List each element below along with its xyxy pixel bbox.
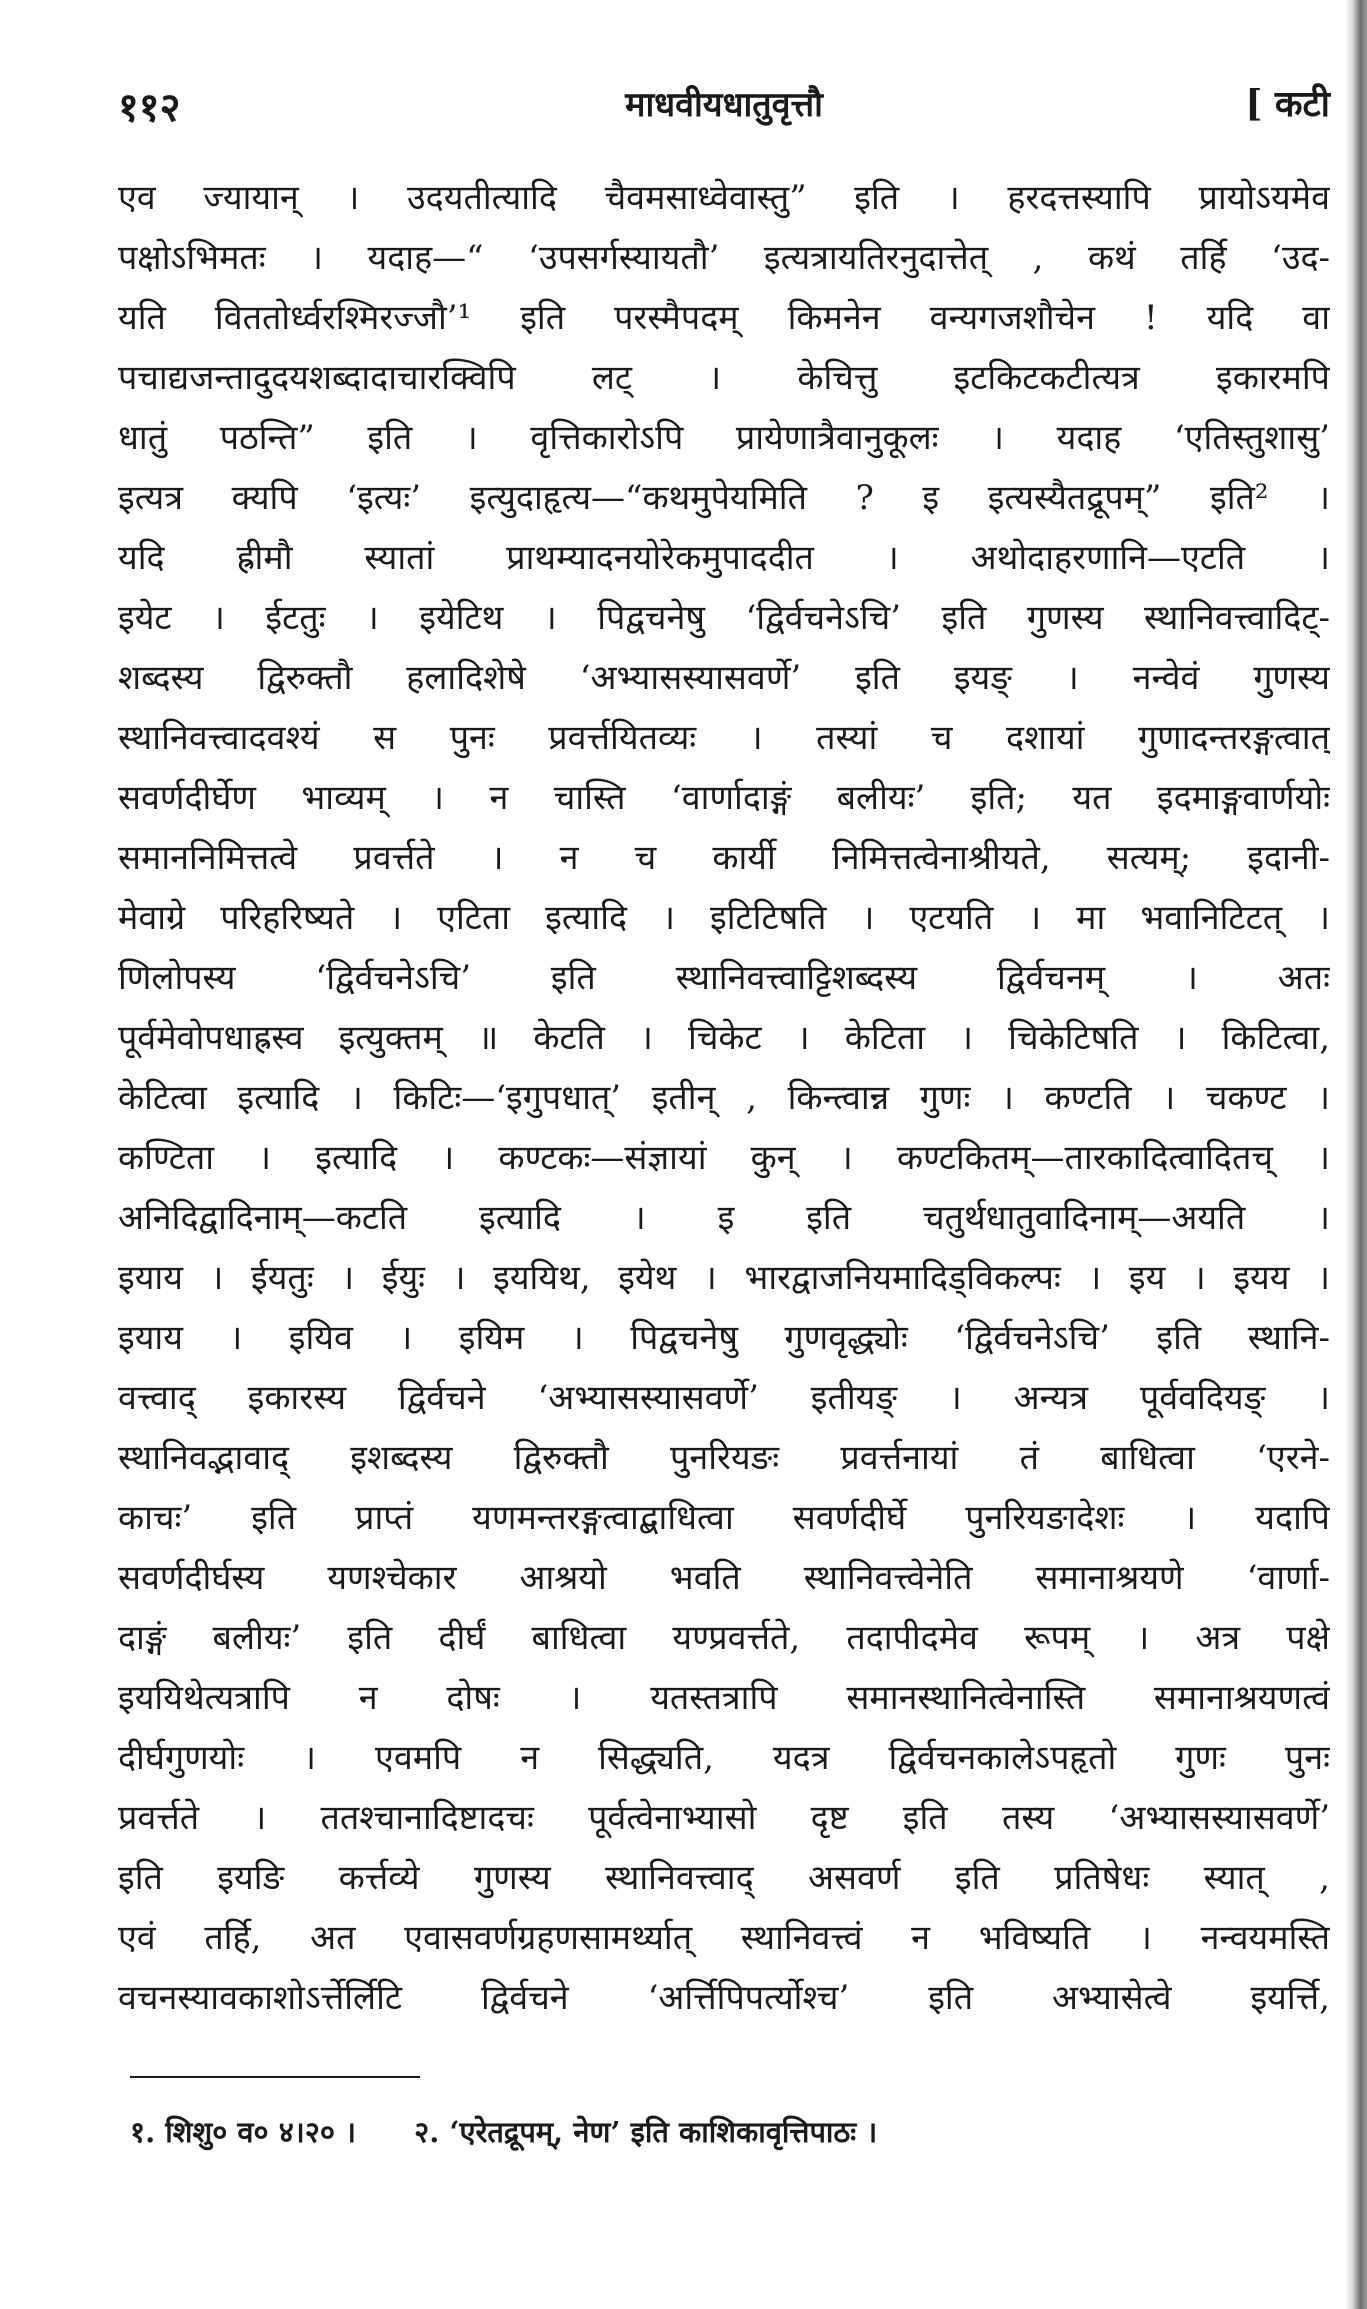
text-line: स्थानिवद्भावाद् इशब्दस्य द्विरुक्तौ पुनरियङः प्रवर्त्तनायां तं बाधित्वा ‘एरने- (118, 1438, 1330, 1478)
text-line: यदि ह्रीमौ स्यातां प्राथम्यादनयोरेकमुपाददीत । अथोदाहरणानि—एटति । (118, 538, 1330, 578)
text-line: सवर्णदीर्घस्य यणश्चेकार आश्रयो भवति स्थानिवत्त्वेनेति समानाश्रयणे ‘वार्णा- (118, 1558, 1330, 1598)
text-line: पचाद्यजन्तादुदयशब्दादाचारक्विपि लट् । केचित्तु इटकिटकटीत्यत्र इकारमपि (118, 358, 1330, 398)
text-line: एवं तर्हि, अत एवासवर्णग्रहणसामर्थ्यात् स्थानिवत्त्वं न भविष्यति । नन्वयमस्ति (118, 1918, 1330, 1958)
text-line: अनिदिद्वादिनाम्—कटति इत्यादि । इ इति चतुर्थधातुवादिनाम्—अयति । (118, 1198, 1330, 1238)
text-line: वचनस्यावकाशोऽर्त्तेर्लिटि द्विर्वचने ‘अर्त्तिपिपर्त्योश्च’ इति अभ्यासेत्वे इयर्त्ति, (118, 1978, 1330, 2018)
page-header (118, 78, 1330, 138)
text-line: इत्यत्र क्यपि ‘इत्यः’ इत्युदाहृत्य—“कथमुपेयमिति ? इ इत्यस्यैतद्रूपम्” इति² । (118, 478, 1330, 518)
text-line: समाननिमित्तत्वे प्रवर्त्तते । न च कार्यी निमित्तत्वेनाश्रीयते, सत्यम्; इदानी- (118, 838, 1330, 878)
footnote-1: १. शिशु० व० ४।२० । (130, 2115, 357, 2149)
text-line: इयाय । ईयतुः । ईयुः । इययिथ, इयेथ । भारद्वाजनियमादिड्विकल्पः । इय । इयय । (118, 1258, 1330, 1298)
text-line: प्रवर्त्तते । ततश्चानादिष्टादचः पूर्वत्वेनाभ्यासो दृष्ट इति तस्य ‘अभ्यासस्यासवर्णे’ (118, 1798, 1330, 1838)
text-line: काचः’ इति प्राप्तं यणमन्तरङ्गत्वाद्बाधित्वा सवर्णदीर्घे पुनरियङादेशः । यदापि (118, 1498, 1330, 1538)
text-line: केटित्वा इत्यादि । किटिः—‘इगुपधात्’ इतीन् , किन्त्वान्न गुणः । कण्टति । चकण्ट । (118, 1078, 1330, 1118)
footnotes (130, 2112, 1310, 2151)
text-line: पूर्वमेवोपधाह्रस्व इत्युक्तम् ॥ केटति । चिकेट । केटिता । चिकेटिषति । किटित्वा, (118, 1018, 1330, 1058)
text-line: स्थानिवत्त्वादवश्यं स पुनः प्रवर्त्तयितव्यः । तस्यां च दशायां गुणादन्तरङ्गत्वात् (118, 718, 1330, 758)
text-line: पक्षोऽभिमतः । यदाह—“ ‘उपसर्गस्यायतौ’ इत्यत्रायतिरनुदात्तेत् , कथं तर्हि ‘उद- (118, 238, 1330, 278)
text-line: धातुं पठन्ति” इति । वृत्तिकारोऽपि प्रायेणात्रैवानुकूलः । यदाह ‘एतिस्तुशासु’ (118, 418, 1330, 458)
text-line: मेवाग्रे परिहरिष्यते । एटिता इत्यादि । इटिटिषति । एटयति । मा भवानिटिटत् । (118, 898, 1330, 938)
text-line: कण्टिता । इत्यादि । कण्टकः—संज्ञायां कुन् । कण्टकितम्—तारकादित्वादितच् । (118, 1138, 1330, 1178)
running-title: माधवीयधातुवृत्तौ (625, 85, 823, 125)
page-binding-edge (1345, 0, 1367, 2309)
text-line: सवर्णदीर्घेण भाव्यम् । न चास्ति ‘वार्णादाङ्गं बलीयः’ इति; यत इदमाङ्गवार्णयोः (118, 778, 1330, 818)
text-line: इययिथेत्यत्रापि न दोषः । यतस्तत्रापि समानस्थानित्वेनास्ति समानाश्रयणत्वं (118, 1678, 1330, 1718)
text-line: इयेट । ईटतुः । इयेटिथ । पिद्वचनेषु ‘द्विर्वचनेऽचि’ इति गुणस्य स्थानिवत्त्वादिट्- (118, 598, 1330, 638)
text-line: एव ज्यायान् । उदयतीत्यादि चैवमसाध्वेवास्तु” इति । हरदत्तस्यापि प्रायोऽयमेव (118, 178, 1330, 218)
section-mark: [ कटी (1245, 83, 1330, 125)
text-line: वत्त्वाद् इकारस्य द्विर्वचने ‘अभ्यासस्यासवर्णे’ इतीयङ् । अन्यत्र पूर्ववदियङ् । (118, 1378, 1330, 1418)
main-text (118, 168, 1330, 2028)
text-line: यति विततोर्ध्वरश्मिरज्जौ’¹ इति परस्मैपदम् किमनेन वन्यगजशौचेन ! यदि वा (118, 298, 1330, 338)
text-line: दीर्घगुणयोः । एवमपि न सिद्ध्यति, यदत्र द्विर्वचनकालेऽपहृतो गुणः पुनः (118, 1738, 1330, 1778)
page-number: ११२ (118, 84, 181, 131)
footnote-divider (130, 2076, 420, 2078)
text-line: इयाय । इयिव । इयिम । पिद्वचनेषु गुणवृद्ध्योः ‘द्विर्वचनेऽचि’ इति स्थानि- (118, 1318, 1330, 1358)
text-line: शब्दस्य द्विरुक्तौ हलादिशेषे ‘अभ्यासस्यासवर्णे’ इति इयङ् । नन्वेवं गुणस्य (118, 658, 1330, 698)
text-line: दाङ्गं बलीयः’ इति दीर्घं बाधित्वा यण्प्रवर्त्तते, तदापीदमेव रूपम् । अत्र पक्षे (118, 1618, 1330, 1658)
footnote-2: २. ‘एरेतद्रूपम्, नेण’ इति काशिकावृत्तिपाठः । (414, 2115, 878, 2149)
text-line: णिलोपस्य ‘द्विर्वचनेऽचि’ इति स्थानिवत्त्वाट्टिशब्दस्य द्विर्वचनम् । अतः (118, 958, 1330, 998)
text-line: इति इयङि कर्त्तव्ये गुणस्य स्थानिवत्त्वाद् असवर्ण इति प्रतिषेधः स्यात् , (118, 1858, 1330, 1898)
